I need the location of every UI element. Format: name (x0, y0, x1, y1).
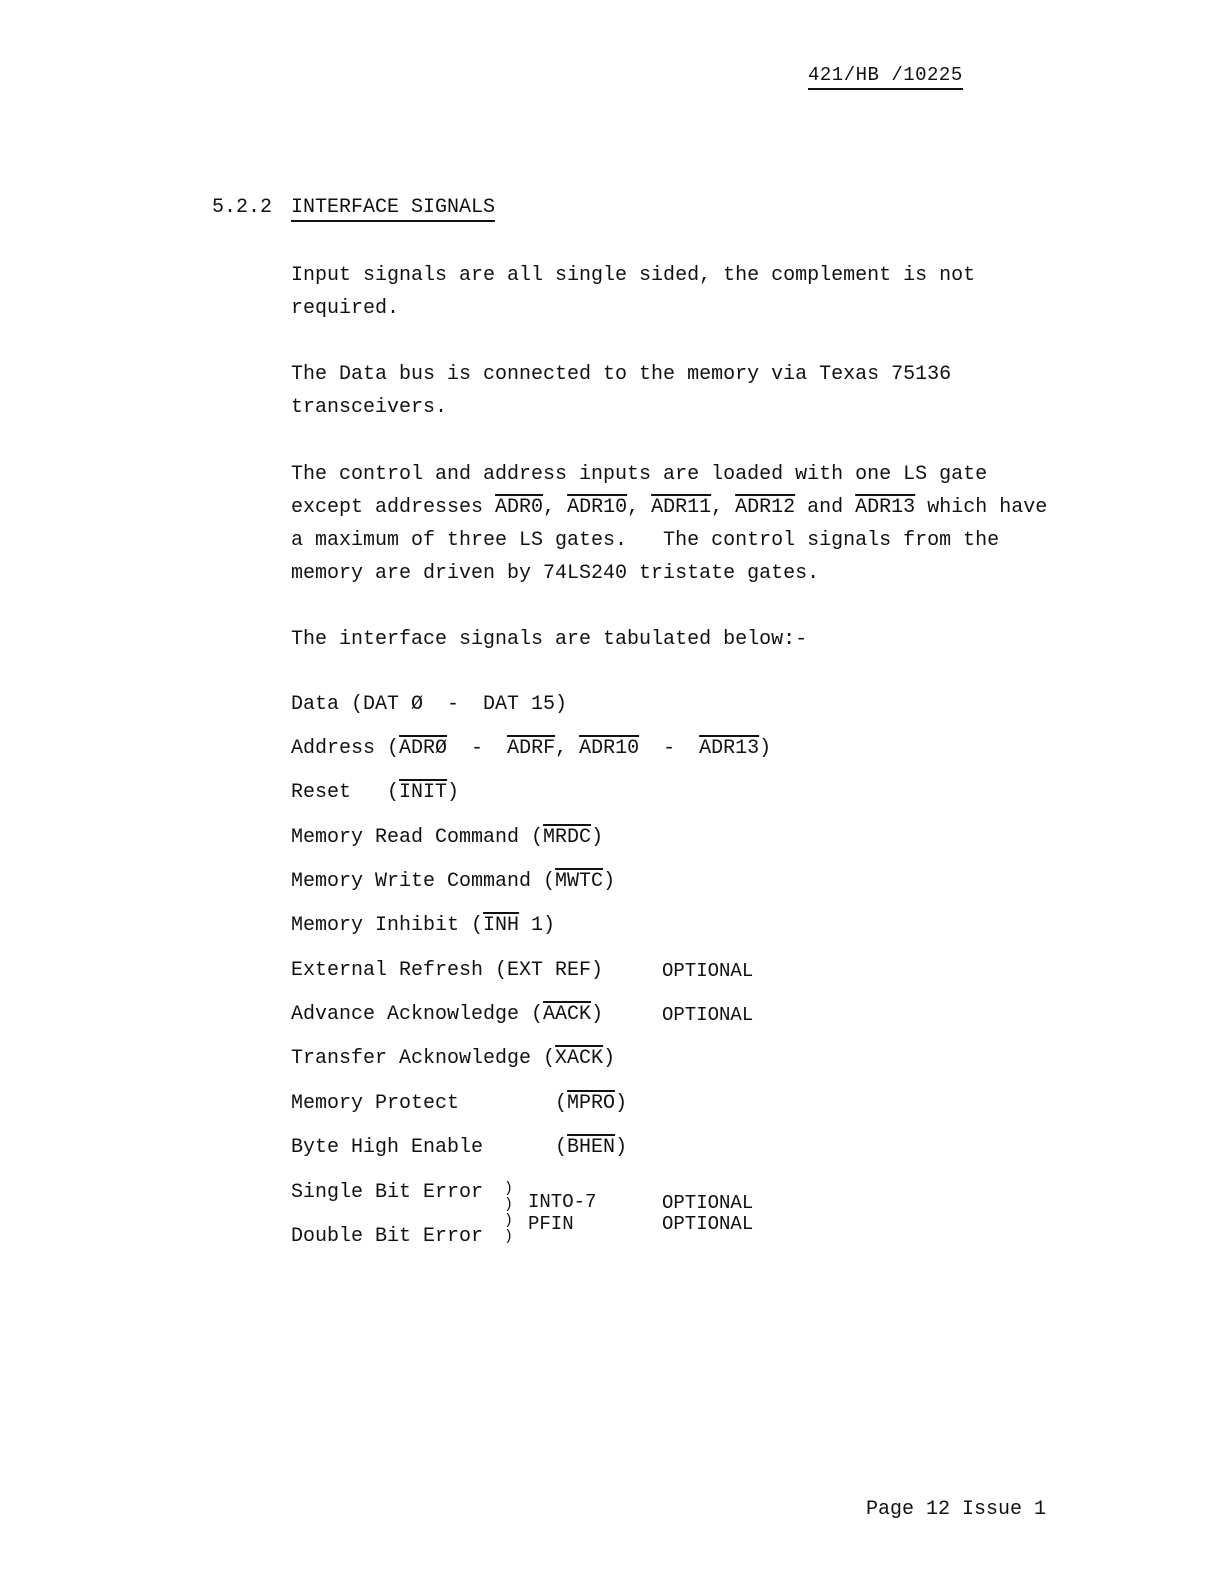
signal-memory-write (291, 870, 615, 893)
text: ) (591, 1003, 604, 1026)
signal-init-name: INIT (399, 781, 448, 804)
text: Memory Read Command ( (291, 826, 544, 849)
text: Memory Write Command ( (291, 870, 556, 893)
signal-int-code: INTO-7 (528, 1191, 597, 1213)
text: which have (915, 496, 1048, 519)
paragraph-line: required. (291, 297, 400, 320)
signal-aack-name: AACK (543, 1003, 592, 1026)
text: Advance Acknowledge ( (291, 1003, 544, 1026)
signal-adrf-name: ADRF (507, 737, 556, 760)
signal-memory-inhibit (291, 914, 555, 937)
paragraph-line: The Data bus is connected to the memory via Texas 75136 (291, 363, 952, 386)
section-title: INTERFACE SIGNALS (291, 196, 495, 222)
page-footer: Page 12 Issue 1 (866, 1498, 1047, 1521)
text: , (627, 496, 652, 519)
signal-reset (291, 781, 459, 804)
signal-adr12: ADR12 (735, 496, 796, 519)
signal-mpro-name: MPRO (567, 1092, 616, 1115)
text: Reset ( (291, 781, 400, 804)
paragraph-line: transceivers. (291, 396, 448, 419)
paragraph-line (291, 491, 1047, 524)
signal-single-bit-error: Single Bit Error (291, 1181, 484, 1204)
signal-byte-high-enable (291, 1136, 627, 1159)
paragraph-tabulated-intro: The interface signals are tabulated below:- (291, 628, 808, 651)
signal-adr10: ADR10 (567, 496, 628, 519)
paragraph-line: a maximum of three LS gates. The control signals from the (291, 529, 1000, 552)
text: , (555, 737, 580, 760)
signal-xack-name: XACK (555, 1047, 604, 1070)
paragraph-line: Input signals are all single sided, the complement is not (291, 264, 976, 287)
signal-address (291, 737, 771, 760)
text: 1) (519, 914, 556, 937)
signal-inh-name: $\overline{INH}$ (483, 914, 520, 937)
text: ) (615, 1136, 628, 1159)
signal-memory-protect (291, 1092, 627, 1115)
paragraph-control-address (291, 458, 1047, 590)
signal-adr10-name: ADR10 (579, 737, 640, 760)
text: , (543, 496, 568, 519)
text: ) (603, 870, 616, 893)
text: Memory Protect ( (291, 1092, 568, 1115)
text: ) (603, 1047, 616, 1070)
signal-mwtc-name: MWTC (555, 870, 604, 893)
optional-label: OPTIONAL (662, 1213, 754, 1235)
optional-label: OPTIONAL (662, 1192, 754, 1214)
paragraph-input-signals (291, 259, 975, 325)
text: ) (591, 826, 604, 849)
signal-mrdc-name: MRDC (543, 826, 592, 849)
text: except addresses (291, 496, 496, 519)
text: Address ( (291, 737, 400, 760)
signal-adr11: ADR11 (651, 496, 712, 519)
text: ) (759, 737, 772, 760)
signal-double-bit-error: Double Bit Error (291, 1225, 484, 1248)
signal-adr13: ADR13 (855, 496, 916, 519)
brace-grouping: ) ) ) ) (504, 1180, 514, 1245)
text: and (795, 496, 856, 519)
paragraph-data-bus (291, 358, 951, 424)
optional-label: OPTIONAL (662, 1004, 754, 1026)
document-reference: 421/HB /10225 (808, 64, 963, 90)
text: Byte High Enable ( (291, 1136, 568, 1159)
text: ) (447, 781, 460, 804)
text: - (447, 737, 508, 760)
signal-adr0: ADR0 (495, 496, 544, 519)
optional-label: OPTIONAL (662, 960, 754, 982)
signal-pfin-code: PFIN (528, 1213, 574, 1235)
signal-memory-read (291, 826, 603, 849)
section-number: 5.2.2 (212, 196, 273, 219)
signal-data: Data (DAT Ø - DAT 15) (291, 693, 568, 716)
paragraph-line: The control and address inputs are loaded with one LS gate (291, 463, 988, 486)
text: Transfer Acknowledge ( (291, 1047, 556, 1070)
signal-advance-ack (291, 1003, 603, 1026)
text: ) (615, 1092, 628, 1115)
signal-adr13-name: ADR13 (699, 737, 760, 760)
paragraph-line: memory are driven by 74LS240 tristate gates. (291, 562, 820, 585)
signal-bhen-name: BHEN (567, 1136, 616, 1159)
signal-external-refresh: External Refresh (EXT REF) (291, 959, 604, 982)
text: - (639, 737, 700, 760)
text: , (711, 496, 736, 519)
signal-transfer-ack (291, 1047, 615, 1070)
text: Memory Inhibit ( (291, 914, 484, 937)
signal-adr0-name: ADRØ (399, 737, 448, 760)
